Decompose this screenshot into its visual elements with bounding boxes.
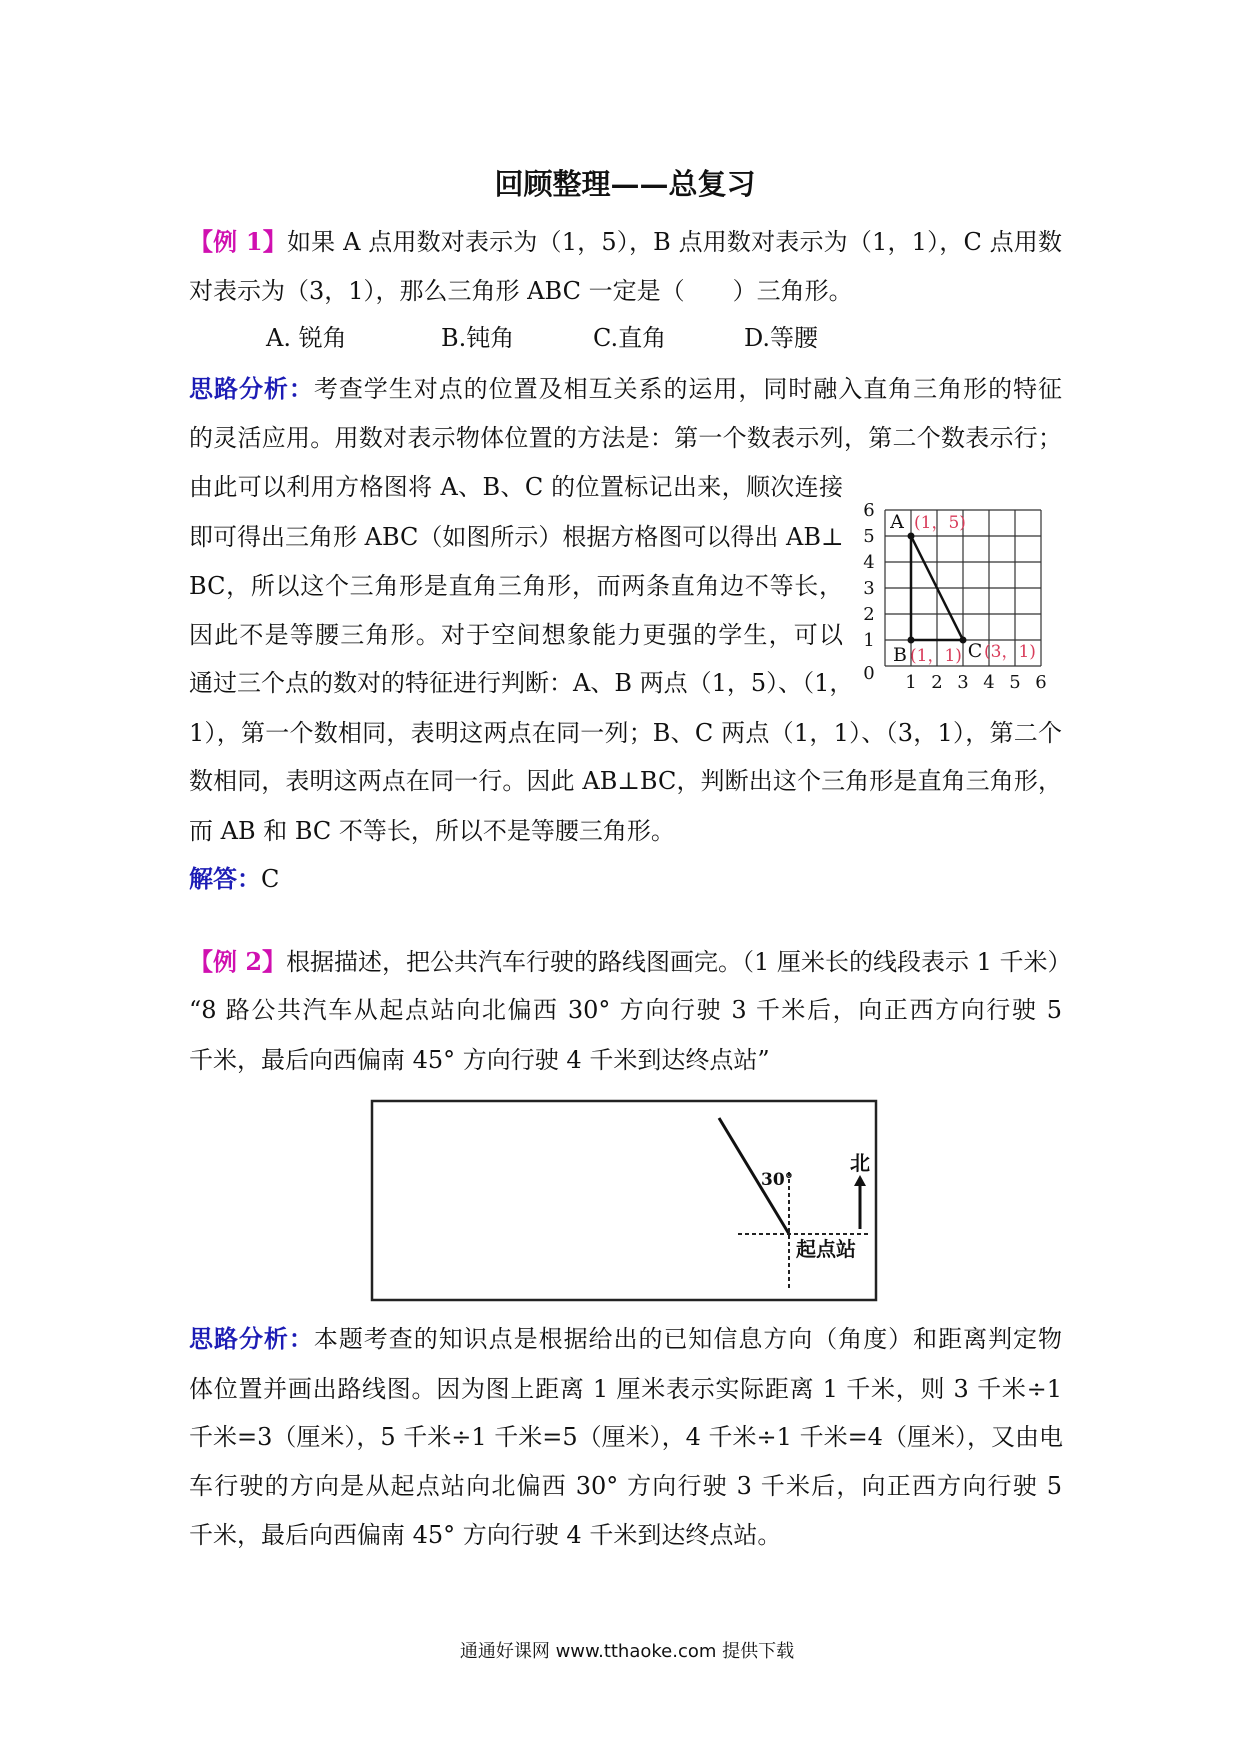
option-d: D.等腰 — [744, 324, 819, 352]
point-b-coord-label: (1，1) — [910, 646, 962, 666]
example1-analysis-line: 的灵活应用。用数对表示物体位置的方法是：第一个数表示列，第二个数表示行； — [189, 424, 1062, 452]
y-tick-label: 3 — [863, 578, 875, 599]
x-tick-label: 3 — [957, 672, 969, 693]
example1-analysis-line: 因此不是等腰三角形。对于空间想象能力更强的学生，可以 — [189, 621, 843, 649]
analysis-text: 考查学生对点的位置及相互关系的运用，同时融入直角三角形的特征 — [313, 375, 1063, 403]
point-a-coord-label: (1，5) — [914, 513, 966, 533]
north-label: 北 — [850, 1151, 870, 1175]
example1-analysis-line: 而 AB 和 BC 不等长，所以不是等腰三角形。 — [189, 817, 675, 845]
y-tick-label: 6 — [863, 500, 875, 521]
example1-analysis-line: BC，所以这个三角形是直角三角形，而两条直角边不等长， — [189, 572, 843, 600]
x-tick-label: 4 — [983, 672, 995, 693]
x-tick-label: 1 — [905, 672, 917, 693]
start-station-label: 起点站 — [796, 1237, 856, 1261]
point-a — [908, 533, 915, 540]
y-tick-label: 4 — [863, 552, 875, 573]
option-a: A. 锐角 — [266, 324, 347, 352]
y-tick-label: 5 — [863, 526, 875, 547]
example1-question-line — [189, 227, 1062, 257]
example2-question-line: “8 路公共汽车从起点站向北偏西 30° 方向行驶 3 千米后，向正西方向行驶 5 — [189, 996, 1062, 1024]
point-c — [960, 637, 967, 644]
point-a-name: A — [890, 511, 904, 533]
example2-tag: 【例 2】 — [189, 947, 287, 976]
angle-label: 30° — [761, 1170, 794, 1190]
analysis-label: 思路分析： — [189, 1324, 314, 1353]
example2-analysis-line: 体位置并画出路线图。因为图上距离 1 厘米表示实际距离 1 千米，则 3 千米÷1 — [189, 1375, 1062, 1403]
analysis-label: 思路分析： — [189, 374, 314, 403]
x-tick-label: 2 — [931, 672, 943, 693]
answer-label: 解答： — [189, 864, 261, 893]
point-c-name: C — [967, 640, 983, 662]
route-figure — [360, 1090, 890, 1310]
page-title: 回顾整理——总复习 — [494, 167, 756, 201]
example1-analysis-line: 通过三个点的数对的特征进行判断：A、B 两点（1，5）、（1， — [189, 669, 854, 697]
page-footer: 通通好课网 www.tthaoke.com 提供下载 — [459, 1641, 795, 1662]
point-c-coord-label: (3，1) — [984, 642, 1036, 662]
point-b-name: B — [893, 644, 907, 666]
example1-analysis-line: 数相同，表明这两点在同一行。因此 AB⊥BC，判断出这个三角形是直角三角形， — [189, 767, 1062, 795]
y-tick-label: 2 — [863, 604, 875, 625]
example1-analysis-line: 即可得出三角形 ABC（如图所示）根据方格图可以得出 AB⊥ — [189, 523, 844, 551]
example1-analysis-line: 1），第一个数相同，表明这两点在同一列；B、C 两点（1，1）、（3，1），第二个 — [189, 719, 1062, 747]
example1-question-line: 对表示为（3，1），那么三角形 ABC 一定是（ ）三角形。 — [189, 277, 853, 305]
point-b — [908, 637, 915, 644]
y-tick-label: 0 — [863, 663, 875, 684]
example2-analysis-line: 车行驶的方向是从起点站向北偏西 30° 方向行驶 3 千米后，向正西方向行驶 5 — [189, 1472, 1062, 1500]
figure-frame — [372, 1101, 876, 1300]
x-tick-label: 5 — [1009, 672, 1021, 693]
x-tick-label: 6 — [1035, 672, 1047, 693]
example2-analysis-line: 千米，最后向西偏南 45° 方向行驶 4 千米到达终点站。 — [189, 1521, 782, 1549]
question-text: 根据描述，把公共汽车行驶的路线图画完。（1 厘米长的线段表示 1 千米） — [286, 948, 1072, 976]
question-text: 如果 A 点用数对表示为（1，5），B 点用数对表示为（1，1），C 点用数 — [286, 228, 1062, 256]
example2-analysis-line: 千米=3（厘米），5 千米÷1 千米=5（厘米），4 千米÷1 千米=4（厘米），又由电 — [189, 1423, 1063, 1451]
example2-question-line — [189, 947, 1072, 977]
example1-answer — [189, 864, 1062, 894]
example1-analysis-line: 由此可以利用方格图将 A、B、C 的位置标记出来，顺次连接 — [189, 473, 843, 501]
y-tick-label: 1 — [863, 630, 875, 651]
analysis-text: 本题考查的知识点是根据给出的已知信息方向（角度）和距离判定物 — [313, 1325, 1063, 1353]
option-b: B.钝角 — [441, 324, 515, 352]
answer-value: C — [261, 865, 280, 893]
north-arrow-icon — [854, 1175, 866, 1229]
example1-analysis-line — [189, 374, 1062, 404]
example2-question-line: 千米，最后向西偏南 45° 方向行驶 4 千米到达终点站” — [189, 1046, 770, 1074]
option-c: C.直角 — [593, 324, 667, 352]
example2-analysis-line — [189, 1324, 1062, 1354]
coordinate-grid-figure — [850, 490, 1060, 700]
example1-tag: 【例 1】 — [189, 227, 287, 256]
